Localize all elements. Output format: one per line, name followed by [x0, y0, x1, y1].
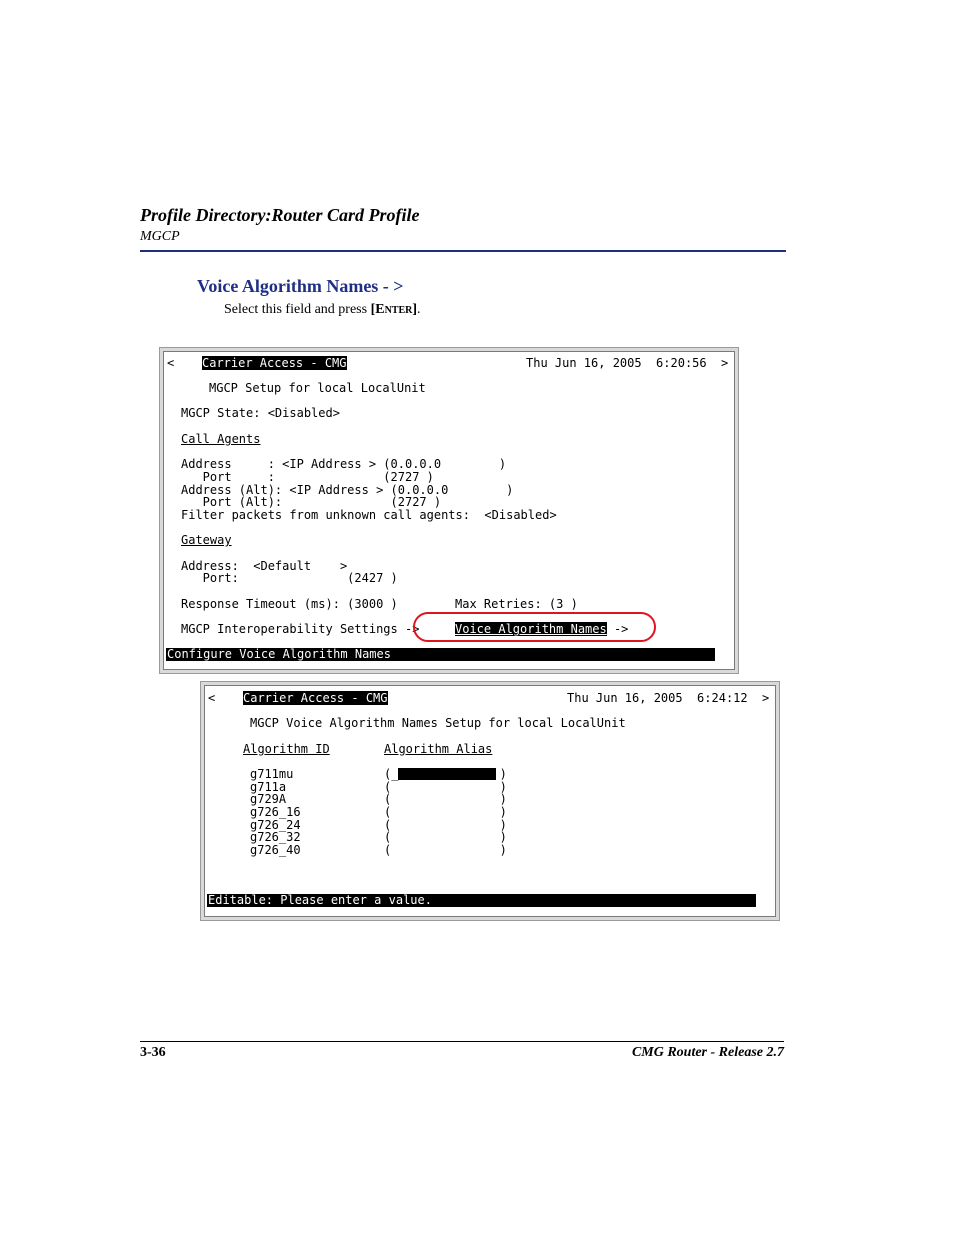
screen2-left-arrow[interactable]: < [208, 691, 216, 705]
call-agent-address-field[interactable]: Address : <IP Address > (0.0.0.0 ) [181, 457, 507, 471]
algorithm-id-column-header: Algorithm ID [243, 742, 330, 756]
algorithm-alias-input[interactable]: ( ) [384, 780, 507, 794]
gateway-label: Gateway [181, 533, 232, 547]
instruction-suffix: . [417, 302, 421, 317]
algorithm-id-row: g726_32 [250, 830, 301, 844]
voice-algorithm-names-arrow: -> [606, 622, 629, 636]
enter-key [371, 302, 417, 317]
algorithm-id-row: g726_16 [250, 805, 301, 819]
algorithm-id-row: g729A [250, 792, 287, 806]
instruction-text [224, 302, 421, 318]
screen2-app-title: Carrier Access - CMG [243, 691, 388, 705]
algorithm-alias-input[interactable]: (_ ) [384, 767, 507, 781]
call-agent-address-alt-field[interactable]: Address (Alt): <IP Address > (0.0.0.0 ) [181, 483, 514, 497]
algorithm-alias-column-header: Algorithm Alias [384, 742, 493, 756]
section-title: Voice Algorithm Names - > [197, 276, 404, 296]
page-number: 3-36 [140, 1045, 166, 1060]
screen1-heading: MGCP Setup for local LocalUnit [209, 381, 426, 395]
algorithm-alias-input[interactable]: ( ) [384, 830, 507, 844]
call-agents-label: Call Agents [181, 432, 261, 446]
product-release: CMG Router - Release 2.7 [631, 1045, 784, 1060]
screen1-datetime: Thu Jun 16, 2005 6:20:56 [526, 356, 707, 370]
enter-key-open: [E [370, 302, 385, 317]
screen1-right-arrow[interactable]: > [721, 356, 729, 370]
max-retries-field[interactable]: Max Retries: (3 ) [455, 597, 578, 611]
algorithm-alias-input[interactable]: ( ) [384, 805, 507, 819]
gateway-address-field[interactable]: Address: <Default > [181, 559, 348, 573]
page-header-title: Profile Directory:Router Card Profile [140, 205, 420, 225]
algorithm-alias-input[interactable]: ( ) [384, 818, 507, 832]
algorithm-id-row: g711a [250, 780, 287, 794]
screen2-status-bar: Editable: Please enter a value. [207, 894, 756, 907]
algorithm-id-row: g726_24 [250, 818, 301, 832]
page-header-subtitle: MGCP [140, 229, 180, 244]
enter-key-smallcaps: NTER [384, 305, 413, 316]
algorithm-id-row: g726_40 [250, 843, 301, 857]
interop-settings-link[interactable]: MGCP Interoperability Settings -> [181, 622, 420, 636]
enter-key-close: ] [412, 302, 418, 317]
algorithm-alias-input[interactable]: ( ) [384, 843, 507, 857]
screen2-datetime: Thu Jun 16, 2005 6:24:12 [567, 691, 748, 705]
mgcp-state-field[interactable]: MGCP State: <Disabled> [181, 406, 340, 420]
screen2-heading: MGCP Voice Algorithm Names Setup for local LocalUnit [250, 716, 626, 730]
filter-packets-field[interactable]: Filter packets from unknown call agents: <Disabled> [181, 508, 557, 522]
footer-rule [140, 1041, 784, 1042]
screen2-right-arrow[interactable]: > [762, 691, 770, 705]
screen1-status-bar: Configure Voice Algorithm Names [166, 648, 715, 661]
algorithm-id-row: g711mu [250, 767, 294, 781]
call-agent-port-alt-field[interactable]: Port (Alt): (2727 ) [181, 495, 442, 509]
call-agent-port-field[interactable]: Port : (2727 ) [181, 470, 434, 484]
algorithm-alias-input[interactable]: ( ) [384, 792, 507, 806]
voice-algorithm-names-label[interactable]: Voice Algorithm Names [455, 622, 607, 636]
instruction-prefix: Select this field and press [224, 302, 371, 317]
gateway-port-field[interactable]: Port: (2427 ) [181, 571, 398, 585]
screen1-app-title: Carrier Access - CMG [202, 356, 347, 370]
response-timeout-field[interactable]: Response Timeout (ms): (3000 ) [181, 597, 398, 611]
callout-highlight-oval [413, 612, 656, 642]
header-rule [140, 250, 786, 252]
screen1-left-arrow[interactable]: < [167, 356, 175, 370]
